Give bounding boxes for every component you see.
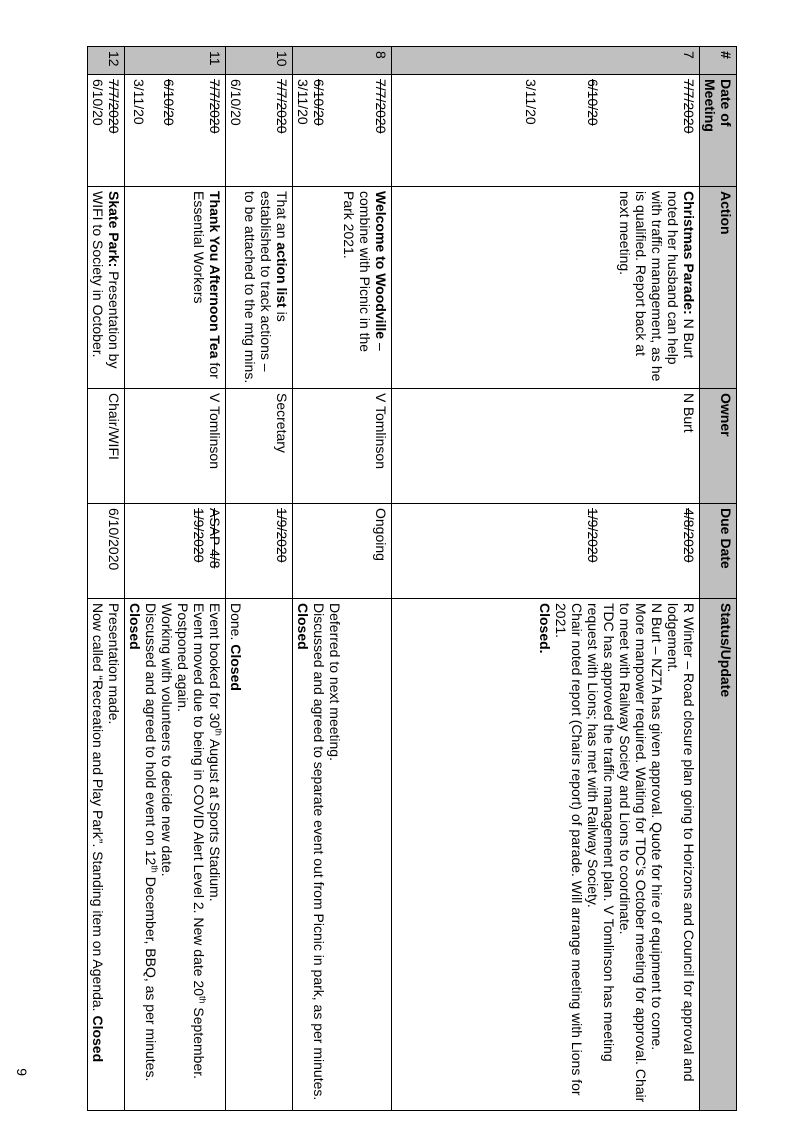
header-date-of-meeting: Date of Meeting — [700, 75, 737, 187]
action-cell — [392, 187, 700, 389]
meeting-date: 7/7/2020 — [681, 79, 697, 134]
action-cell — [88, 187, 125, 389]
status-line: August at Sports Stadium. — [207, 735, 223, 902]
due-date: 1/9/2020 — [585, 508, 601, 563]
action-title: Christmas Parade: — [681, 191, 697, 315]
status-sup: th — [213, 728, 224, 736]
meeting-date: 3/11/20 — [523, 79, 539, 125]
meeting-date: 7/7/2020 — [373, 79, 389, 134]
meeting-dates — [392, 75, 700, 187]
row-number: 10 — [226, 47, 293, 75]
owner-cell: Secretary — [226, 389, 293, 504]
due-date: 1/9/2020 — [274, 508, 290, 563]
due-date: ASAP 4/8 — [207, 508, 223, 569]
header-owner: Owner — [700, 389, 737, 504]
status-line: N Burt – NZTA has given approval. Quote for hire of equipment to come. — [649, 603, 665, 1051]
status-cell — [125, 599, 226, 1111]
owner-cell: V Tomlinson — [125, 389, 226, 504]
action-text: N Burt noted her husband can help with traffic management, as he is qualified. Report back at next meeting. — [617, 191, 697, 382]
status-line: Chair noted report (Chairs report) of parade. Will arrange meeting with Lions for 2021. — [553, 603, 585, 1096]
status-cell — [88, 599, 125, 1111]
action-cell — [125, 187, 226, 389]
row-number: 12 — [88, 47, 125, 75]
table-row — [226, 47, 293, 1111]
status-line: September. — [191, 1003, 207, 1080]
meeting-date: 7/7/2020 — [274, 79, 290, 134]
status-sup: th — [197, 996, 208, 1004]
action-text: is established to track actions – to be attached to the mtg mins. — [242, 191, 290, 384]
action-text: for Essential Workers — [191, 191, 223, 379]
due-cell: Ongoing — [293, 504, 392, 599]
status-line: Discussed and agreed to separate event out from Picnic in park, as per minutes. — [311, 603, 327, 1101]
meeting-date: 6/10/20 — [161, 79, 177, 126]
action-list-table — [87, 46, 737, 1111]
meeting-dates — [88, 75, 125, 187]
status-closed: Closed — [127, 603, 143, 650]
action-text: – combine with Picnic in the Park 2021. — [341, 191, 389, 353]
due-dates — [392, 504, 700, 599]
due-cell: 6/10/2020 — [88, 504, 125, 599]
meeting-date: 6/10/20 — [228, 79, 244, 126]
status-line: December, BBQ, as per minutes. — [143, 872, 159, 1082]
action-text: Presentation by WIFI to Society in October. — [90, 191, 122, 369]
owner-cell: V Tomlinson — [293, 389, 392, 504]
due-date: 1/9/2020 — [191, 508, 207, 563]
meeting-dates — [125, 75, 226, 187]
table-row — [293, 47, 392, 1111]
action-title: Thank You Afternoon Tea — [207, 191, 223, 359]
header-status-update: Status/Update — [700, 599, 737, 1111]
meeting-date: 7/7/2020 — [106, 79, 122, 134]
row-number: 11 — [125, 47, 226, 75]
status-line: Deferred to next meeting. — [327, 603, 343, 761]
status-line: Event booked for 30 — [207, 603, 223, 729]
table-header-row — [700, 47, 737, 1111]
action-title: Welcome to Woodville — [373, 191, 389, 340]
due-dates — [125, 504, 226, 599]
owner-cell: N Burt — [392, 389, 700, 504]
header-number: # — [700, 47, 737, 75]
row-number: 7 — [392, 47, 700, 75]
table-row — [88, 47, 125, 1111]
meeting-dates — [226, 75, 293, 187]
status-cell — [392, 599, 700, 1111]
due-date: 4/8/2020 — [681, 508, 697, 563]
due-dates — [226, 504, 293, 599]
status-closed: Closed. — [537, 603, 553, 654]
status-line: Done. — [228, 603, 244, 645]
status-cell — [293, 599, 392, 1111]
meeting-date: 7/7/2020 — [207, 79, 223, 134]
owner-cell: Chair/WIFI — [88, 389, 125, 504]
status-line: Now called “Recreation and Play Park”. Standing item on Agenda. — [90, 603, 106, 1016]
status-cell — [226, 599, 293, 1111]
status-sup: th — [149, 865, 160, 873]
header-action: Action — [700, 187, 737, 389]
status-closed: Closed — [228, 644, 244, 691]
status-closed: Closed — [90, 1015, 106, 1063]
meeting-date: 3/11/20 — [131, 79, 147, 125]
status-line: Event moved due to being in COVID Alert Level 2. New date 20 — [191, 603, 207, 997]
action-title: action list — [274, 242, 290, 308]
meeting-date: 6/10/20 — [90, 79, 106, 126]
header-due-date: Due Date — [700, 504, 737, 599]
status-line: More manpower required. Waiting for TDC’s October meeting for approval. Chair to meet with Railway Society and Lions to coordinate. — [617, 603, 649, 1103]
status-closed: Closed — [295, 603, 311, 650]
meeting-date: 6/10/20 — [585, 79, 601, 126]
page-number: 9 — [14, 1068, 30, 1076]
status-line: Discussed and agreed to hold event on 12 — [143, 603, 159, 866]
status-line: TDC has approved the traffic management plan. V Tomlinson has meeting request with Lions; has met with Railway Society. — [585, 603, 617, 1062]
action-title: Skate Park: — [106, 191, 122, 268]
status-line: Working with volunteers to decide new date. — [159, 603, 175, 877]
action-cell — [226, 187, 293, 389]
action-text-pre: That an — [274, 191, 290, 243]
status-line: Presentation made. — [106, 603, 122, 725]
meeting-date: 3/11/20 — [295, 79, 311, 125]
action-cell — [293, 187, 392, 389]
table-row — [392, 47, 700, 1111]
meeting-date: 6/10/20 — [311, 79, 327, 126]
meeting-dates — [293, 75, 392, 187]
status-line: R Winter – Road closure plan going to Horizons and Council for approval and lodgement. — [665, 603, 697, 1082]
row-number: 8 — [293, 47, 392, 75]
table-row — [125, 47, 226, 1111]
status-line: Postponed again. — [175, 603, 191, 712]
